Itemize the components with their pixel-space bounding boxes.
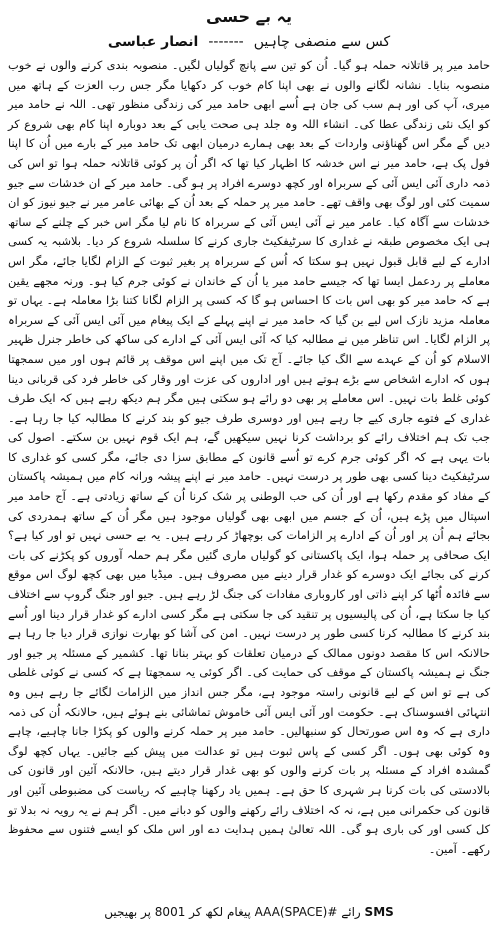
byline-separator: ------- <box>208 34 244 50</box>
byline <box>8 32 490 52</box>
article-body <box>8 56 490 859</box>
sms-footer <box>0 903 498 921</box>
sms-instruction: رائے #AAA(SPACE) پیغام لکھ کر 8001 پر بھیجیں <box>104 905 361 919</box>
column-title: یہ بے حسی <box>206 7 292 26</box>
article-paragraph: حامد میر پر قاتلانہ حملہ ہو گیا۔ اُن کو تین سے پانچ گولیاں لگیں۔ منصوبہ بندی کرنے والوں نے خوب منصوبہ بنایا۔ نشانہ لگانے والوں نے بھی اپنا کام خوب کر دکھایا مگر جس رب العزت کے ہاتھ میں میری، آپ کی اور ہم سب کی جان ہے اُسے ابھی حامد میر کی زندگی منظور تھی۔ اللہ نے حامد میر کو ایک نئی زندگی عطا کی۔ انشاء اللہ وہ جلد ہی صحت یابی کے بعد دوبارہ اپنا کام بھی شروع کر دیں گے مگر اس گھناؤنی واردات کے بعد بھی ہمارے درمیان ابھی تک حامد میر کے بارے میں اُن کا اپنا فول پک ہے، حامد میر نے اس خدشہ کا اظہار کیا تھا کہ اگر اُن پر کوئی قاتلانہ حملہ ہوا تو اس کی ذمہ داری آئی ایس آئی کے سربراہ اور کچھ دوسرے افراد پر ہو گی۔ حامد میر کے ان خدشات سے جیو سمیت کئی اور لوگ بھی واقف تھے۔ حامد میر پر حملہ کے بعد اُن کے بھائی عامر میر نے جیو نیوز کو ان خدشات سے آگاہ کیا۔ عامر میر نے آئی ایس آئی کے سربراہ کا نام لیا مگر اس خبر کے چلنے کے ساتھ ہی ایک مخصوص طبقہ نے غداری کا سرٹیفکیٹ جاری کرنے کا سلسلہ شروع کر دیا۔ بلاشبہ یہ کسی ادارے کے لیے قابل قبول نہیں ہو سکتا کہ اُس کے سربراہ پر بغیر ثبوت کے الزام لگایا جائے، مگر اس معاملے پر ردعمل ایسا تھا کہ جیسے حامد میر یا اُن کے خاندان نے کوئی جرم کیا ہو۔ ورنہ مجھے یقین ہے کہ حامد میر کو بھی اس بات کا احساس ہو گا کہ کسی پر الزام لگانا کتنا بڑا معاملہ ہے۔ یہاں تو معاملہ مزید نازک اس لیے بن گیا کہ حامد میر نے اپنے پہلے کے ایک پیغام میں آئی ایس آئی کے سربراہ پر الزام لگایا۔ اس تناظر میں نے مطالبہ کیا کہ آئی ایس آئی کے ادارے کی ساکھ کی خاطر جنرل ظہیر الاسلام کو اُن کے عہدے سے الگ کیا جائے۔ آج تک میں اپنے اس موقف پر قائم ہوں اور میں سمجھتا ہوں کہ ادارے اشخاص سے بڑے ہوتے ہیں اور اداروں کی عزت اور وقار کی خاطر فرد کی قربانی دینا کوئی غلط بات نہیں۔ اس معاملے پر بھی دو رائے ہو سکتی ہیں مگر ہم دیکھ رہے ہیں کہ ایک طرف غداری کے فتوے جاری کیے جا رہے ہیں اور دوسری طرف جیو کو بند کرنے کا مطالبہ کیا جا رہا ہے۔ جب تک ہم اختلاف رائے کو برداشت کرنا نہیں سیکھیں گے، ہم ایک قوم نہیں بن سکتے۔ اصول کی بات یہی ہے کہ اگر کوئی جرم کرے تو اُسے قانون کے مطابق سزا دی جائے، مگر کسی کو غداری کا سرٹیفکیٹ دینا کسی بھی طور پر درست نہیں۔ حامد میر نے اپنے پیشہ ورانہ کام میں ہمیشہ پاکستان کے مفاد کو مقدم رکھا ہے اور اُن کی حب الوطنی پر شک کرنا اُن کے ساتھ زیادتی ہے۔ آج حامد میر اسپتال میں پڑے ہیں، اُن کے جسم میں ابھی بھی گولیاں موجود ہیں مگر اُن کے ساتھ ہمدردی کی بجائے ہم اُن پر اور اُن کے ادارے پر الزامات کی بوچھاڑ کر رہے ہیں۔ یہ بے حسی نہیں تو اور کیا ہے؟ ایک صحافی پر حملہ ہوا، ایک پاکستانی کو گولیاں ماری گئیں مگر ہم حملہ آوروں کو پکڑنے کی بات کرنے کی بجائے ایک دوسرے کو غدار قرار دینے میں مصروف ہیں۔ میڈیا میں بھی کچھ لوگ اس موقع سے فائدہ اُٹھا کر اپنے ذاتی اور کاروباری مفادات کی جنگ لڑ رہے ہیں۔ جیو اور جنگ گروپ سے اختلاف کیا جا سکتا ہے، اُن کی پالیسیوں پر تنقید کی جا سکتی ہے مگر کسی ادارے کو غدار قرار دینا اور اُسے بند کرنے کا مطالبہ کرنا کسی طور پر درست نہیں۔ امن کی آشا کو بھارت نوازی قرار دیا جا رہا ہے حالانکہ اس کا مقصد دونوں ممالک کے درمیان تعلقات کو بہتر بنانا تھا۔ کشمیر کے مسئلہ پر جیو اور جنگ نے ہمیشہ پاکستان کے موقف کی حمایت کی۔ اگر کوئی یہ سمجھتا ہے کہ کسی نے کوئی غلطی کی ہے تو اس کے لیے قانونی راستہ موجود ہے، مگر جس انداز میں الزامات لگائے جا رہے ہیں وہ انتہائی افسوسناک ہے۔ حکومت اور آئی ایس آئی خاموش تماشائی بنے ہوئے ہیں، حالانکہ اُن کی ذمہ داری ہے کہ وہ اس صورتحال کو سنبھالیں۔ حامد میر پر حملہ کرنے والوں کو پکڑا جانا چاہیے، چاہے وہ کوئی بھی ہوں۔ اگر کسی کے پاس ثبوت ہیں تو عدالت میں پیش کیے جائیں۔ یہاں کچھ لوگ گمشدہ افراد کے مسئلہ پر بات کرنے والوں کو بھی غدار قرار دیتے ہیں، حالانکہ آئین اور قانون کی بالادستی کی بات کرنا ہر شہری کا حق ہے۔ ہمیں یاد رکھنا چاہیے کہ ریاست کی مضبوطی آئین اور قانون کی حکمرانی میں ہے، نہ کہ اختلاف رائے رکھنے والوں کو دبانے میں۔ اگر ہم نے یہ رویہ نہ بدلا تو کل کسی اور کی باری ہو گی۔ اللہ تعالیٰ ہمیں ہدایت دے اور اس ملک کو ایسے فتنوں سے محفوظ رکھے۔ آمین۔ <box>8 58 490 856</box>
column-subtitle: کس سے منصفی چاہیں <box>253 34 391 50</box>
sms-label: SMS <box>364 905 394 919</box>
author-name: انصار عباسی <box>107 34 199 50</box>
